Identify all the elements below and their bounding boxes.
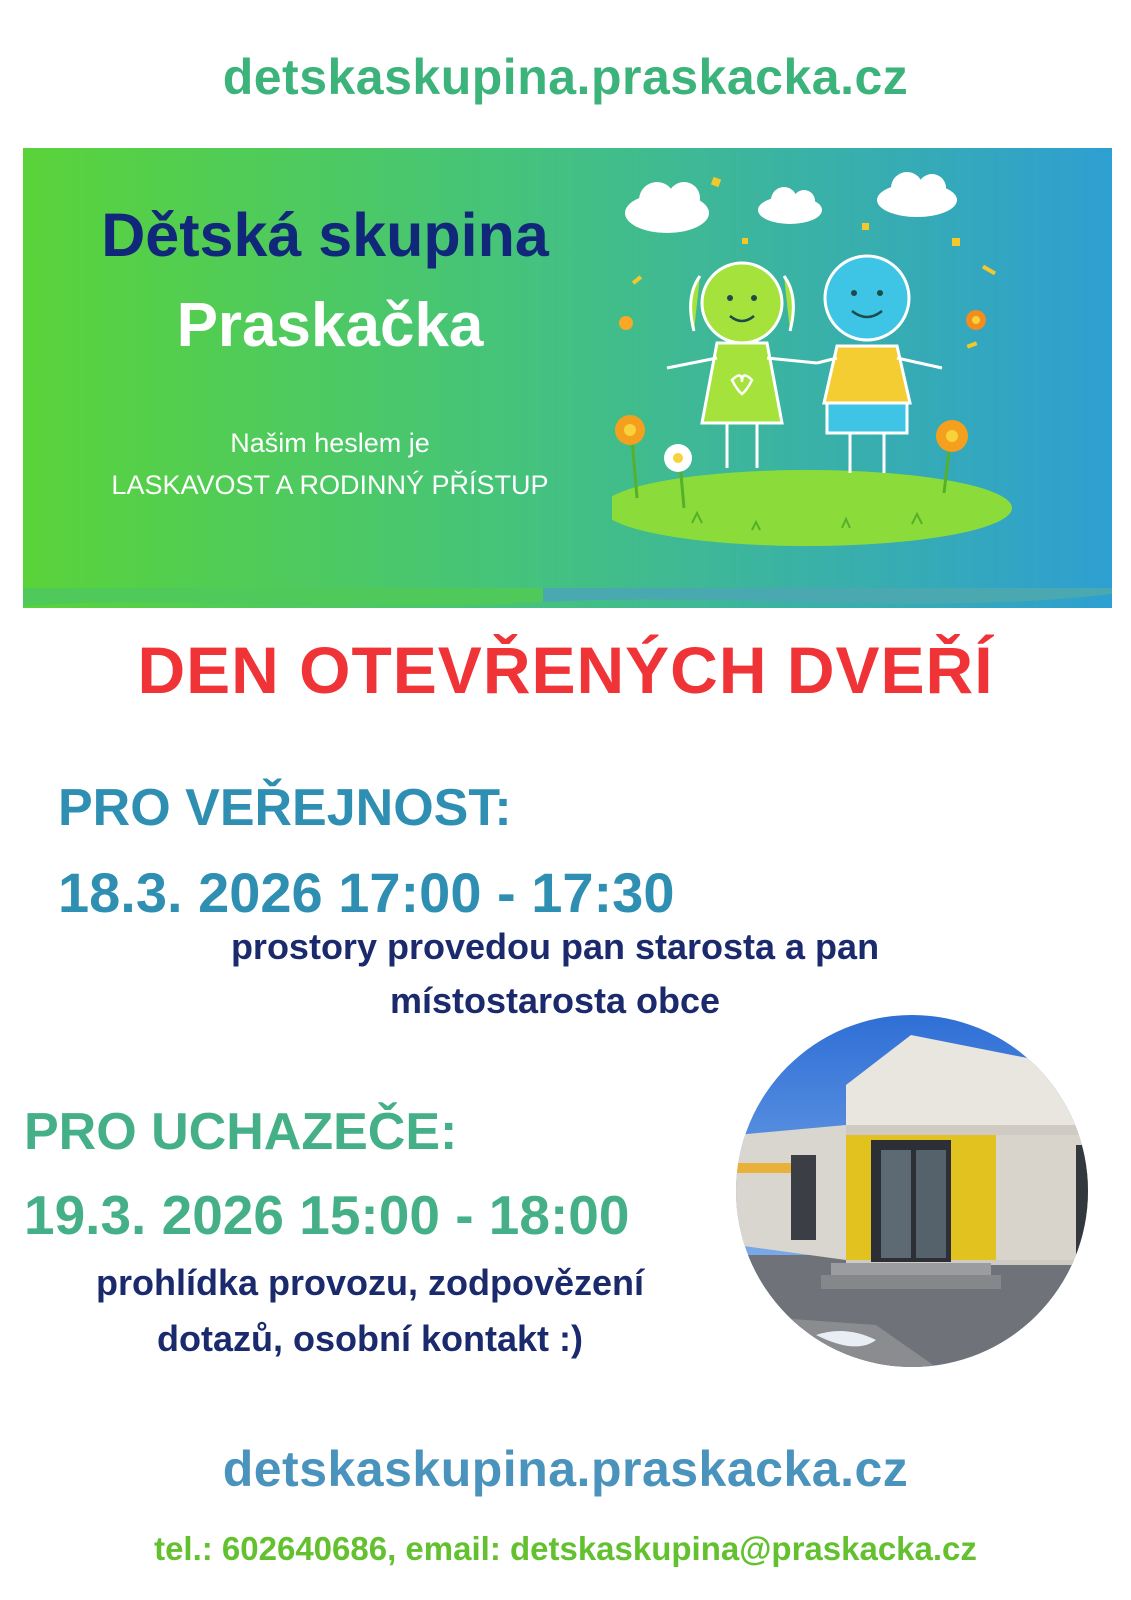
applicant-description — [20, 1255, 720, 1367]
public-heading: PRO VEŘEJNOST: — [58, 779, 512, 837]
applicant-description-line2: dotazů, osobní kontakt :) — [157, 1318, 583, 1359]
public-description-line2: místostarosta obce — [389, 980, 721, 1021]
website-url-top[interactable]: detskaskupina.praskacka.cz — [222, 49, 909, 105]
open-day-headline: DEN OTEVŘENÝCH DVEŘÍ — [137, 633, 994, 707]
building-photo — [736, 1015, 1088, 1367]
website-url-bottom[interactable]: detskaskupina.praskacka.cz — [222, 1441, 909, 1497]
banner-wave — [23, 588, 1112, 618]
banner-motto-line2: LASKAVOST A RODINNÝ PŘÍSTUP — [111, 470, 549, 500]
public-description — [140, 920, 970, 1028]
public-datetime: 18.3. 2026 17:00 - 17:30 — [58, 861, 675, 924]
contact-info[interactable]: tel.: 602640686, email: detskaskupina@praskacka.cz — [154, 1530, 977, 1567]
banner-title-line2: Praskačka — [176, 291, 484, 360]
applicant-heading: PRO UCHAZEČE: — [24, 1103, 458, 1161]
applicant-datetime: 19.3. 2026 15:00 - 18:00 — [24, 1184, 630, 1246]
applicant-description-line1: prohlídka provozu, zodpovězení — [95, 1262, 645, 1303]
public-description-line1: prostory provedou pan starosta a pan — [230, 926, 880, 967]
children-illustration-icon — [612, 168, 1042, 568]
banner-motto-line1: Našim heslem je — [230, 428, 430, 458]
banner-title-line1: Dětská skupina — [101, 201, 549, 269]
